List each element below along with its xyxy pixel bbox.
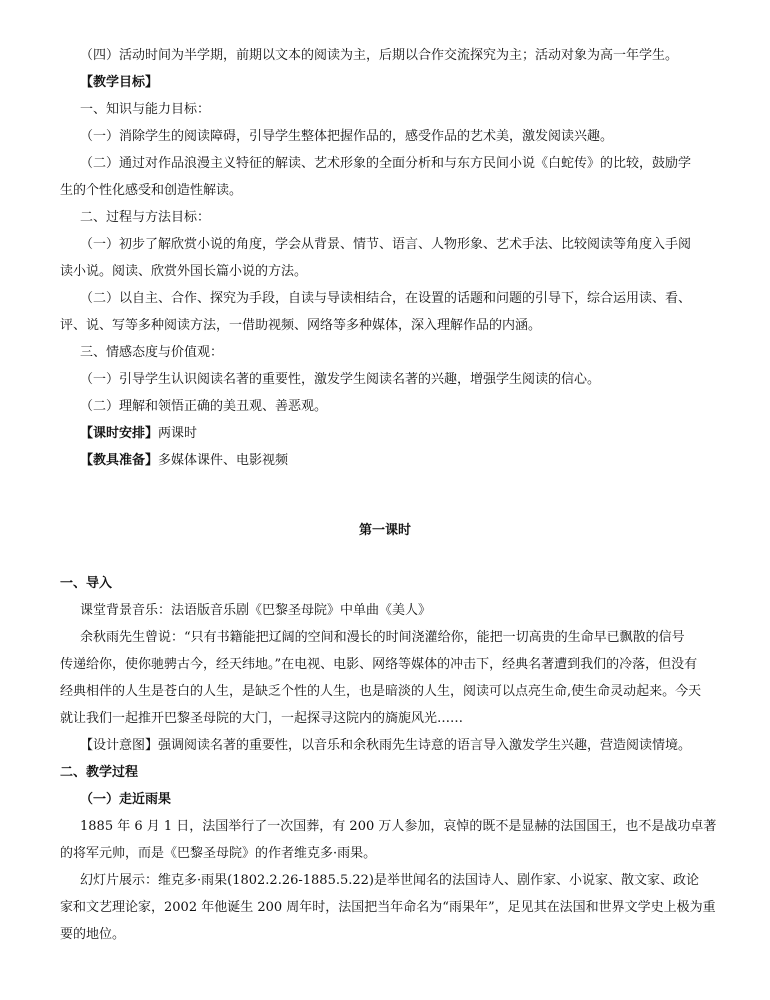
- teaching-process-heading: 二、教学过程: [60, 765, 139, 780]
- class-hours-line: [80, 425, 197, 443]
- lesson-title: 第一课时: [358, 523, 411, 538]
- activity-time-line: （四）活动时间为半学期，前期以文本的阅读为主，后期以合作交流探究为主；活动对象为高一年学生。: [80, 48, 679, 63]
- knowledge-goal-heading: 一、知识与能力目标：: [80, 102, 211, 117]
- attitude-goal-1: （一）引导学生认识阅读名著的重要性，激发学生阅读名著的兴趣，增强学生阅读的信心。: [80, 372, 601, 387]
- class-hours-value: 两课时: [158, 426, 198, 441]
- class-hours-tag: 【课时安排】: [80, 426, 159, 441]
- slide-para-line-1: 幻灯片展示：维克多·雨果(1802.2.26-1885.5.22)是举世闻名的法国诗人、剧作家、小说家、散文家、政论: [80, 873, 699, 888]
- slide-para-line-3: 要的地位。: [60, 927, 126, 942]
- intro-heading: 一、导入: [60, 576, 113, 591]
- background-music-line: 课堂背景音乐：法语版音乐剧《巴黎圣母院》中单曲《美人》: [80, 603, 432, 618]
- slide-para-line-2: 家和文艺理论家，2002 年他诞生 200 周年时，法国把当年命名为“雨果年”，足见其在法国和世界文学史上极为重: [60, 900, 716, 915]
- quote-para-line-3: 经典相伴的人生是苍白的人生，是缺乏个性的人生，也是暗淡的人生，阅读可以点亮生命,使生命灵动起来。今天: [60, 684, 702, 699]
- teaching-tools-value: 多媒体课件、电影视频: [158, 453, 289, 468]
- teaching-tools-line: [80, 452, 288, 470]
- process-goal-1: （一）初步了解欣赏小说的角度，学会从背景、情节、语言、人物形象、艺术手法、比较阅读等角度入手阅: [80, 237, 692, 252]
- quote-para-line-4: 就让我们一起推开巴黎圣母院的大门，一起探寻这院内的旖旎风光……: [60, 711, 464, 726]
- process-goal-heading: 二、过程与方法目标：: [80, 210, 211, 225]
- attitude-goal-heading: 三、情感态度与价值观：: [80, 345, 224, 360]
- teaching-goals-heading: 【教学目标】: [80, 75, 159, 90]
- quote-para-line-1: 余秋雨先生曾说：“只有书籍能把辽阔的空间和漫长的时间浇灌给你，能把一切高贵的生命早已飘散的信号: [80, 630, 685, 645]
- knowledge-goal-2-cont: 生的个性化感受和创造性解读。: [60, 183, 243, 198]
- process-goal-2-cont: 评、说、写等多种阅读方法，一借助视频、网络等多种媒体，深入理解作品的内涵。: [60, 318, 542, 333]
- approach-hugo-heading: （一）走近雨果: [80, 792, 172, 807]
- knowledge-goal-2: （二）通过对作品浪漫主义特征的解读、艺术形象的全面分析和与东方民间小说《白蛇传》的比较，鼓励学: [80, 156, 692, 171]
- funeral-para-line-1: 1885 年 6 月 1 日，法国举行了一次国葬，有 200 万人参加，哀悼的既不是显赫的法国国王，也不是战功卓著: [80, 819, 717, 834]
- attitude-goal-2: （二）理解和领悟正确的美丑观、善恶观。: [80, 399, 328, 414]
- design-intent-tag: 【设计意图】: [80, 738, 159, 753]
- design-intent-value: 强调阅读名著的重要性，以音乐和余秋雨先生诗意的语言导入激发学生兴趣，营造阅读情境。: [158, 738, 692, 753]
- process-goal-2: （二）以自主、合作、探究为手段，自读与导读相结合，在设置的话题和问题的引导下，综合运用读、看、: [80, 291, 692, 306]
- process-goal-1-cont: 读小说。阅读、欣赏外国长篇小说的方法。: [60, 264, 308, 279]
- funeral-para-line-2: 的将军元帅，而是《巴黎圣母院》的作者维克多·雨果。: [60, 846, 377, 861]
- knowledge-goal-1: （一）消除学生的阅读障碍，引导学生整体把握作品的，感受作品的艺术美，激发阅读兴趣。: [80, 129, 614, 144]
- teaching-tools-tag: 【教具准备】: [80, 453, 159, 468]
- quote-para-line-2: 传递给你，使你驰骋古今，经天纬地。”在电视、电影、网络等媒体的冲击下，经典名著遭到我们的冷落，但没有: [60, 657, 698, 672]
- design-intent-line: [80, 737, 691, 755]
